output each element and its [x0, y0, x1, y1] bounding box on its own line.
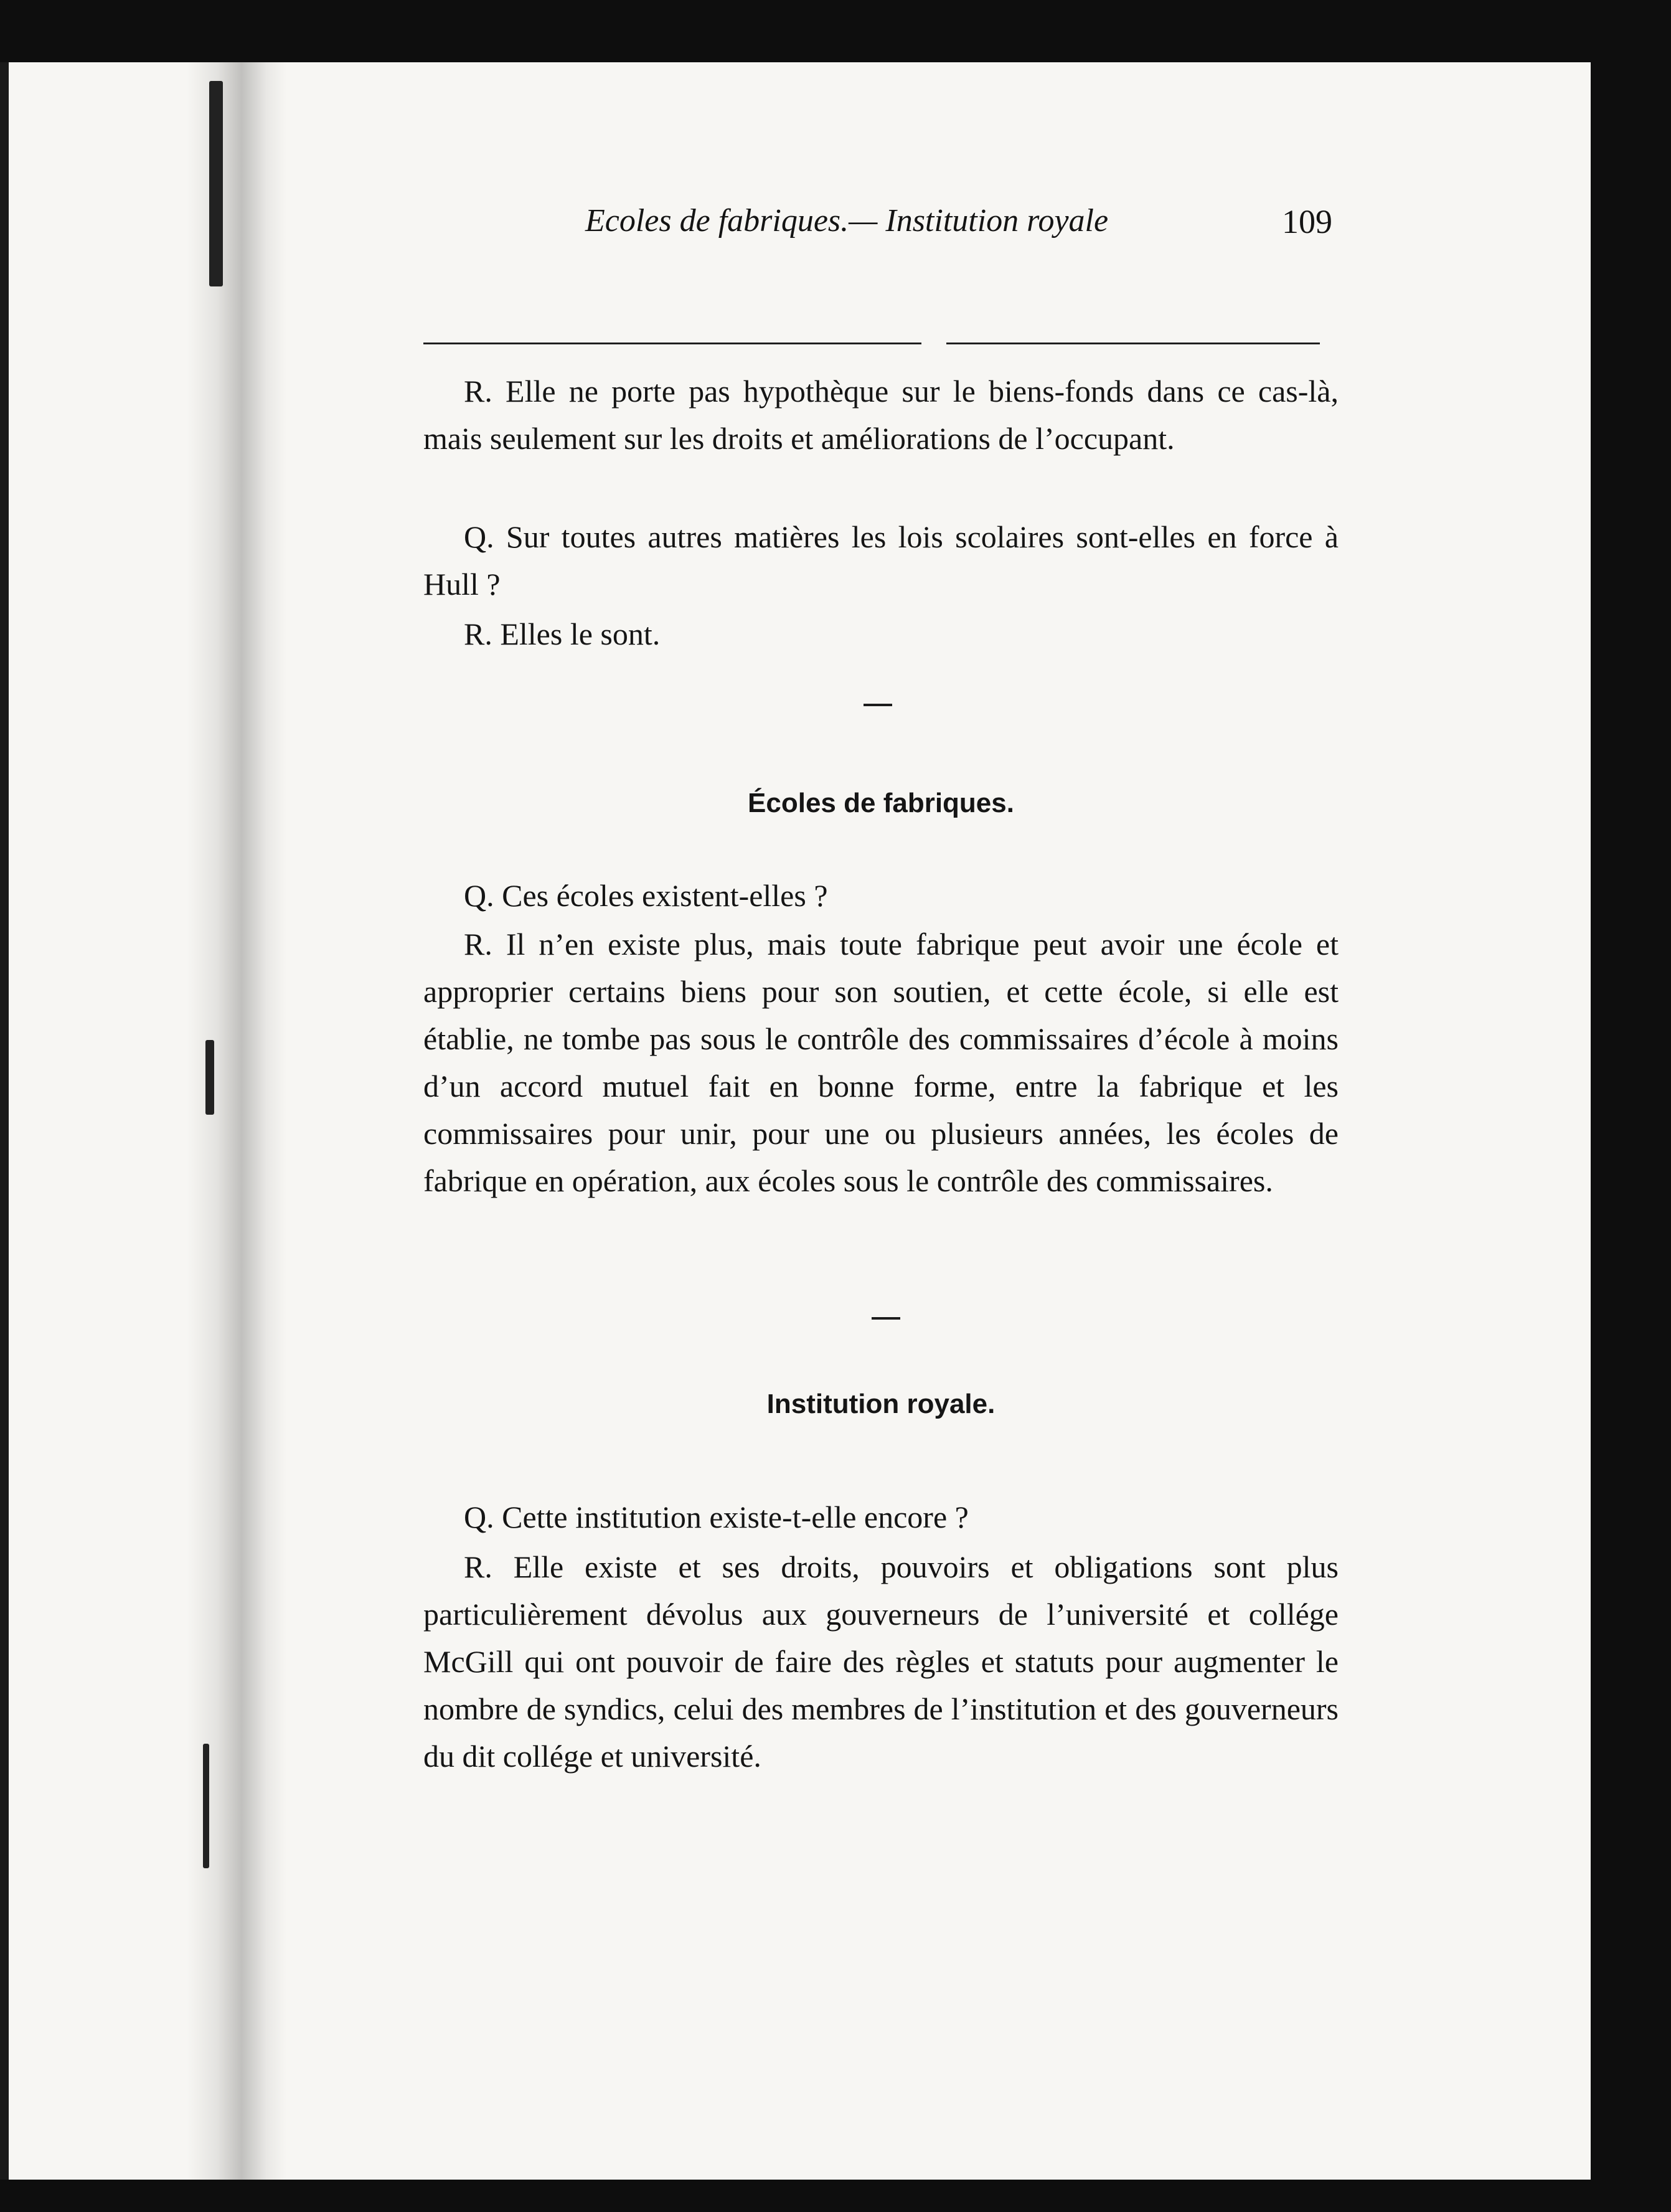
paragraph: R. Elles le sont.	[464, 617, 661, 651]
running-head: Ecoles de fabriques.— Institution royale	[585, 203, 1109, 239]
book-page	[0, 62, 1591, 2180]
paragraph: R. Elle ne porte pas hypothèque sur le biens-fonds dans ce cas-là, mais seulement sur les droits et améliorations de l’occupant.	[423, 374, 1339, 456]
paragraph: R. Elle existe et ses droits, pouvoirs et obligations sont plus particulièrement dévolus aux gouverneurs de l’université et collége McGill qui ont pouvoir de faire des règles et statuts pour augmenter le nombre de syndics, celui des membres de l’institution et des gouverneurs du dit collége et université.	[423, 1549, 1339, 1774]
scan-border-top	[0, 0, 1671, 62]
page-header	[423, 202, 1332, 252]
binding-edge	[0, 62, 9, 2180]
header-rule-left	[423, 343, 921, 344]
binding-shadow	[187, 62, 286, 2180]
paragraph: Q. Ces écoles existent-elles ?	[464, 878, 828, 913]
scan-border-right	[1591, 0, 1671, 2212]
binding-mark	[209, 81, 223, 286]
scan-border-bottom	[0, 2180, 1671, 2212]
paragraph: Q. Sur toutes autres matières les lois scolaires sont-elles en force à Hull ?	[423, 519, 1339, 602]
section-separator	[872, 1317, 900, 1320]
paragraph: Q. Cette institution existe-t-elle encore ?	[464, 1500, 969, 1534]
header-rule-right	[946, 343, 1320, 344]
section-heading: Institution royale.	[766, 1389, 996, 1419]
binding-mark	[205, 1040, 214, 1115]
paragraph: R. Il n’en existe plus, mais toute fabrique peut avoir une école et approprier certains biens pour son soutien, et cette école, si elle est établie, ne tombe pas sous le contrôle des commissaires d’école à moins d’un accord mutuel fait en bonne forme, entre la fabrique et les commissaires pour unir, pour une ou plusieurs années, les écoles de fabrique en opération, aux écoles sous le contrôle des commissaires.	[423, 927, 1339, 1198]
binding-mark	[203, 1744, 209, 1868]
section-separator	[864, 704, 892, 706]
page-number: 109	[1282, 203, 1332, 240]
section-heading: Écoles de fabriques.	[748, 788, 1014, 818]
